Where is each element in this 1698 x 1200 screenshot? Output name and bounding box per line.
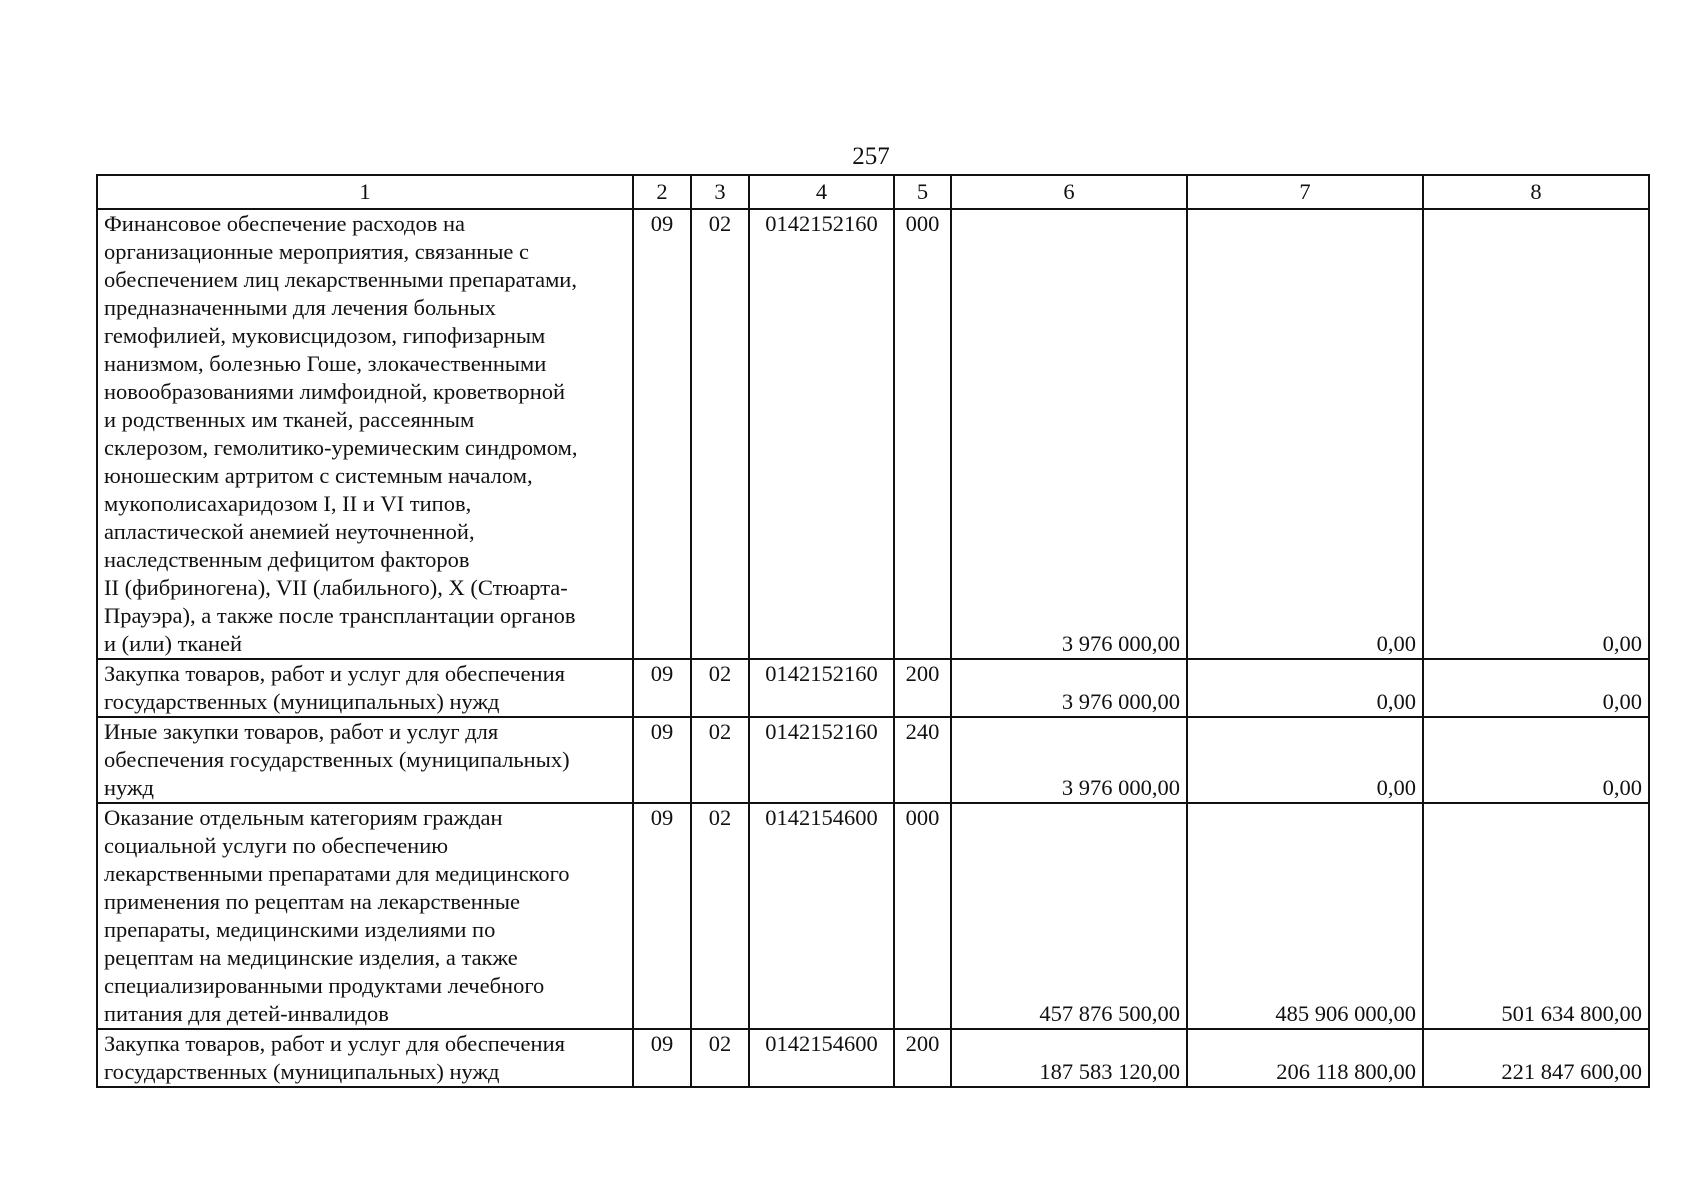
section-code: 09	[633, 209, 691, 659]
amount-col-7: 0,00	[1187, 209, 1423, 659]
budget-table	[96, 174, 1650, 1088]
column-header: 3	[691, 175, 749, 209]
description-line: препараты, медицинскими изделиями по	[104, 917, 496, 942]
description-line: применения по рецептам на лекарственные	[104, 889, 520, 914]
amount-col-6: 187 583 120,00	[951, 1029, 1187, 1087]
subsection-code: 02	[691, 1029, 749, 1087]
amount-col-7: 0,00	[1187, 717, 1423, 803]
row-description	[97, 803, 633, 1029]
target-article-code: 0142152160	[749, 209, 894, 659]
amount-col-8: 0,00	[1423, 659, 1649, 717]
description-line: новообразованиями лимфоидной, кроветворной	[104, 379, 566, 404]
description-line: государственных (муниципальных) нужд	[104, 1059, 500, 1084]
description-line: предназначенными для лечения больных	[104, 295, 496, 320]
description-line: обеспечения государственных (муниципальных)	[104, 747, 570, 772]
description-line: Финансовое обеспечение расходов на	[104, 211, 466, 236]
description-line: склерозом, гемолитико-уремическим синдромом,	[104, 435, 578, 460]
table-row	[97, 717, 1649, 803]
description-line: II (фибриногена), VII (лабильного), X (Стюарта-	[104, 575, 568, 600]
column-header: 1	[97, 175, 633, 209]
description-line: Иные закупки товаров, работ и услуг для	[104, 719, 499, 744]
description-line: специализированными продуктами лечебного	[104, 973, 545, 998]
description-line: нужд	[104, 775, 154, 800]
amount-col-7: 206 118 800,00	[1187, 1029, 1423, 1087]
description-line: Закупка товаров, работ и услуг для обеспечения	[104, 1031, 565, 1056]
description-line: организационные мероприятия, связанные с	[104, 239, 530, 264]
description-line: мукополисахаридозом I, II и VI типов,	[104, 491, 472, 516]
description-line: государственных (муниципальных) нужд	[104, 689, 500, 714]
subsection-code: 02	[691, 717, 749, 803]
table-row	[97, 1029, 1649, 1087]
expense-type-code: 240	[894, 717, 951, 803]
amount-col-8: 221 847 600,00	[1423, 1029, 1649, 1087]
table-row	[97, 659, 1649, 717]
column-header: 8	[1423, 175, 1649, 209]
amount-col-7: 0,00	[1187, 659, 1423, 717]
table-row	[97, 803, 1649, 1029]
description-line: и родственных им тканей, рассеянным	[104, 407, 475, 432]
description-line: апластической анемией неуточненной,	[104, 519, 475, 544]
description-line: наследственным дефицитом факторов	[104, 547, 470, 572]
target-article-code: 0142154600	[749, 803, 894, 1029]
amount-col-6: 3 976 000,00	[951, 209, 1187, 659]
amount-col-7: 485 906 000,00	[1187, 803, 1423, 1029]
amount-col-8: 0,00	[1423, 209, 1649, 659]
description-line: нанизмом, болезнью Гоше, злокачественными	[104, 351, 547, 376]
description-line: рецептам на медицинские изделия, а также	[104, 945, 518, 970]
section-code: 09	[633, 659, 691, 717]
description-line: и (или) тканей	[104, 631, 243, 656]
amount-col-6: 3 976 000,00	[951, 717, 1187, 803]
section-code: 09	[633, 803, 691, 1029]
table-body	[97, 209, 1649, 1087]
column-header: 2	[633, 175, 691, 209]
header-row	[97, 175, 1649, 209]
subsection-code: 02	[691, 209, 749, 659]
amount-col-8: 501 634 800,00	[1423, 803, 1649, 1029]
subsection-code: 02	[691, 659, 749, 717]
row-description	[97, 1029, 633, 1087]
description-line: гемофилией, муковисцидозом, гипофизарным	[104, 323, 546, 348]
column-header: 5	[894, 175, 951, 209]
description-line: юношеским артритом с системным началом,	[104, 463, 533, 488]
table-row	[97, 209, 1649, 659]
amount-col-6: 457 876 500,00	[951, 803, 1187, 1029]
description-line: обеспечением лиц лекарственными препаратами,	[104, 267, 577, 292]
description-line: Закупка товаров, работ и услуг для обеспечения	[104, 661, 565, 686]
target-article-code: 0142152160	[749, 717, 894, 803]
amount-col-8: 0,00	[1423, 717, 1649, 803]
column-header: 6	[951, 175, 1187, 209]
expense-type-code: 200	[894, 1029, 951, 1087]
row-description	[97, 659, 633, 717]
row-description	[97, 717, 633, 803]
section-code: 09	[633, 1029, 691, 1087]
target-article-code: 0142154600	[749, 1029, 894, 1087]
target-article-code: 0142152160	[749, 659, 894, 717]
description-line: Оказание отдельным категориям граждан	[104, 805, 503, 830]
description-line: Прауэра), а также после трансплантации органов	[104, 603, 576, 628]
description-line: социальной услуги по обеспечению	[104, 833, 449, 858]
amount-col-6: 3 976 000,00	[951, 659, 1187, 717]
column-header: 7	[1187, 175, 1423, 209]
page-number: 257	[852, 143, 890, 170]
expense-type-code: 200	[894, 659, 951, 717]
description-line: лекарственными препаратами для медицинского	[104, 861, 570, 886]
section-code: 09	[633, 717, 691, 803]
description-line: питания для детей-инвалидов	[104, 1001, 389, 1026]
column-header: 4	[749, 175, 894, 209]
row-description	[97, 209, 633, 659]
expense-type-code: 000	[894, 209, 951, 659]
subsection-code: 02	[691, 803, 749, 1029]
expense-type-code: 000	[894, 803, 951, 1029]
